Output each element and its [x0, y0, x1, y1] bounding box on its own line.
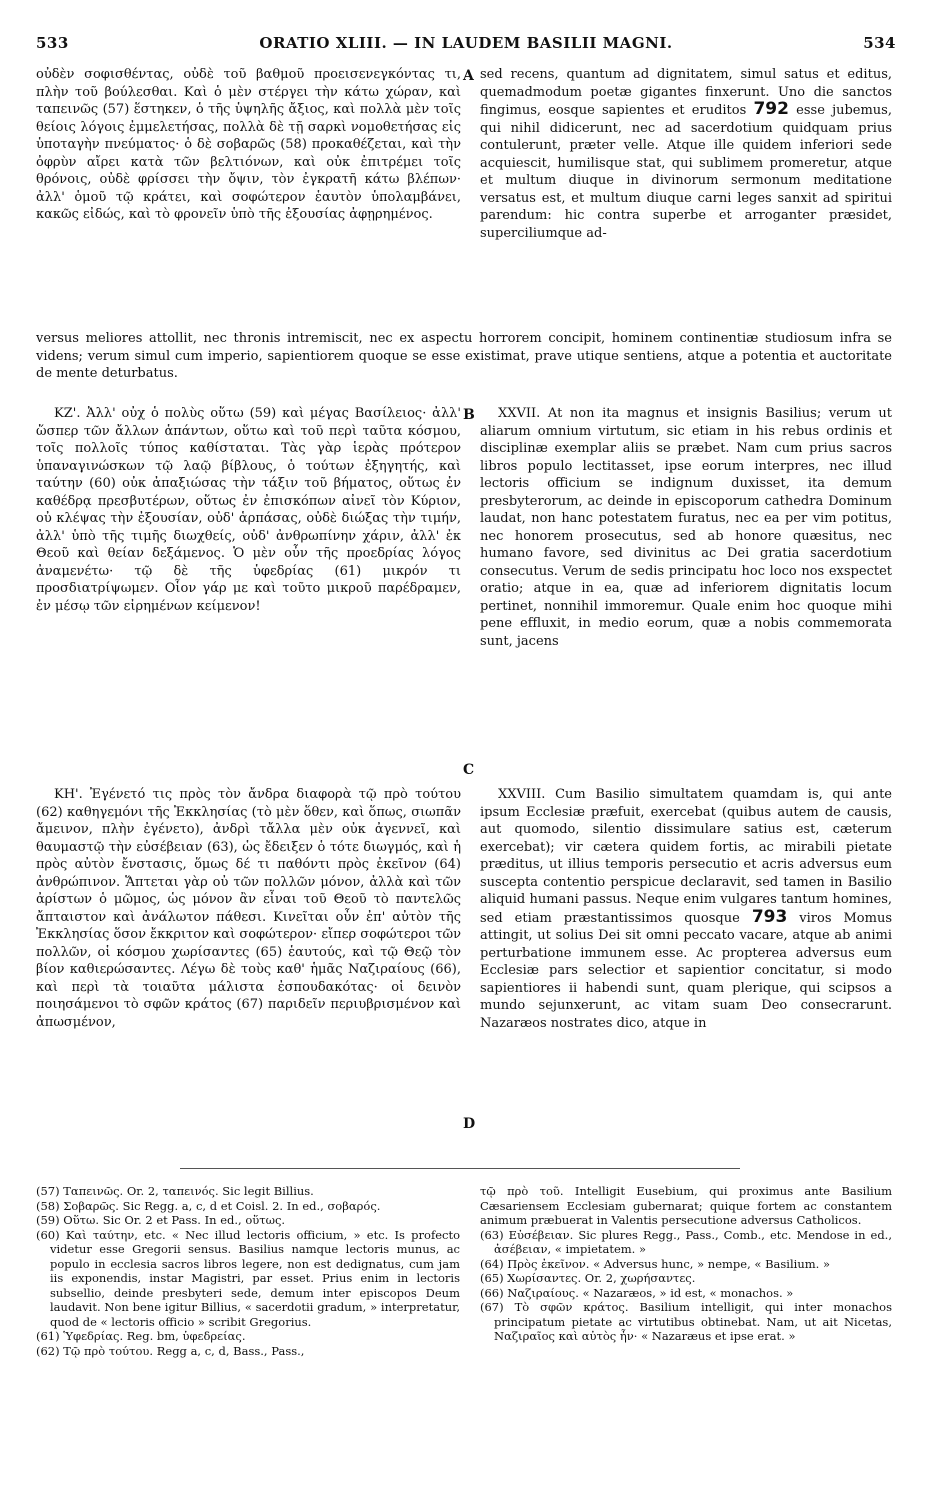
footnote: (63) Εὐσέβειαν. Sic plures Regg., Pass., Comb., etc. Mendose in ed., ἀσέβειαν, « impietatem. » — [480, 1227, 892, 1256]
page-number-right: 534 — [863, 34, 896, 52]
margin-marker-a: A — [463, 68, 474, 84]
footnote: (60) Καὶ ταύτην, etc. « Nec illud lectoris officium, » etc. Is profecto videtur esse Gregorii sensus. Basilius namque lectoris munus, ac populo in ecclesia sacros libros legere, non est dedignatus, cum jam iis exponendis, instar Magistri, par esset. Prius enim in lectoris subsellio, deinde presbyteri sede, demum inter episcopos Deum laudavit. Non bene igitur Billius, « sacerdotii gradum, » interpretatur, quod de « lectoris officio » scribit Gregorius. — [36, 1227, 460, 1329]
greek-column-kh — [36, 786, 461, 1031]
footnote: (67) Τὸ σφῶν κράτος. Basilium intelligit, qui inter monachos principatum pietate ac virtutibus obtinebat. Nam, ut ait Nicetas, Ναζιραῖος καὶ αὐτὸς ἦν· « Nazaræus et ipse erat. » — [480, 1300, 892, 1343]
running-header — [36, 34, 896, 58]
running-title: ORATIO XLIII. — IN LAUDEM BASILII MAGNI. — [259, 34, 673, 52]
margin-marker-b: B — [463, 407, 475, 423]
latin-paragraph-full: versus meliores attollit, nec thronis intremiscit, nec ex aspectu horrorem concipit, hominem continentiæ studiosum infra se videns; verum simul cum imperio, sapientiorem quoque se esse existimat, prave utique sentiens, atque a potentia et auctoritate de mente deturbatus. — [36, 331, 892, 381]
greek-paragraph-kz: ΚΖ'. Ἀλλ' οὐχ ὁ πολὺς οὕτω (59) καὶ μέγας Βασίλειος· ἀλλ' ὥσπερ τῶν ἄλλων ἁπάντων, οὕτω καὶ τοῦ περὶ ταῦτα κόσμου, τοῖς πολλοῖς τύπος καθίσταται. Τὰς γὰρ ἱερὰς πρότερον ὑπαναγινώσκων τῷ λαῷ βίβλους, ὁ τούτων ἐξηγητής, καὶ ταύτην (60) οὐκ ἀπαξιώσας τὴν τάξιν τοῦ βήματος, οὕτως ἐν καθέδρᾳ πρεσβυτέρων, οὕτως ἐν ἐπισκόπων αἰνεῖ τὸν Κύριον, οὐ κλέψας τὴν ἐξουσίαν, οὐδ' ἁρπάσας, οὐδὲ διώξας τὴν τιμήν, ἀλλ' ὑπὸ τῆς τιμῆς διωχθείς, οὐδ' ἀνθρωπίνην χάριν, ἀλλ' ἐκ Θεοῦ καὶ θείαν δεξάμενος. Ὁ μὲν οὖν τῆς προεδρίας λόγος ἀναμενέτω· τῷ δὲ τῆς ὑφεδρίας (61) μικρόν τι προσδιατρίψωμεν. Οἷον γάρ με καὶ τοῦτο μικροῦ παρέδραμεν, ἐν μέσῳ τῶν εἰρημένων κείμενον! — [36, 406, 461, 614]
column-number-793: 793 — [751, 906, 788, 927]
page-number-left: 533 — [36, 34, 69, 52]
latin-column-xxviii — [480, 786, 892, 1032]
footnote-continuation: τῷ πρὸ τοῦ. Intelligit Eusebium, qui proximus ante Basilium Cæsariensem Ecclesiam gubernarat; quique fortem ac constantem animum præbuerat in Valentis persecutione adversus Catholicos. — [480, 1184, 892, 1227]
column-number-792: 792 — [753, 99, 789, 119]
footnote: (65) Χωρίσαντες. Or. 2, χωρήσαντες. — [480, 1271, 696, 1285]
greek-column-top — [36, 66, 461, 224]
footnotes-right — [480, 1184, 892, 1344]
footnote-divider — [180, 1168, 740, 1169]
latin-paragraph-top: sed recens, quantum ad dignitatem, simul satus et editus, quemadmodum poetæ gigantes finxerunt. Uno die sanctos fingimus, eosque sapientes et eruditos 792 esse jubemus, qui nihil didicerunt, nec ad sacerdotium quidquam prius contulerunt, præter velle. Atque ille quidem inferiori sede acquiescit, humilisque stat, qui sublimem promeretur, atque et multum diuque in divinorum sermonum meditatione versatus est, et multum diuque carni leges sanxit ad spiritui parendum: hic contra superbe et arroganter præsidet, superciliumque ad- — [480, 67, 892, 241]
footnote: (62) Τῷ πρὸ τούτου. Regg a, c, d, Bass., Pass., — [36, 1343, 305, 1358]
latin-column-top — [480, 66, 892, 242]
footnote: (59) Οὕτω. Sic Or. 2 et Pass. In ed., οὕτως. — [36, 1213, 286, 1227]
greek-paragraph-kh: ΚΗ'. Ἐγένετό τις πρὸς τὸν ἄνδρα διαφορὰ τῷ πρὸ τούτου (62) καθηγεμόνι τῆς Ἐκκλησίας (τὸ μὲν ὅθεν, καὶ ὅπως, σιωπᾶν ἄμεινον, πλὴν ἐγένετο), ἀνδρὶ τἄλλα μὲν οὐκ ἀγεννεῖ, καὶ θαυμαστῷ τὴν εὐσέβειαν (63), ὡς ἔδειξεν ὁ τότε διωγμός, καὶ ἡ πρὸς αὐτὸν ἔνστασις, ὅμως δέ τι παθόντι πρὸς ἐκεῖνον (64) ἀνθρώπινον. Ἅπτεται γὰρ οὐ τῶν πολλῶν μόνον, ἀλλὰ καὶ τῶν ἀρίστων ὁ μῶμος, ὡς μόνον ἂν εἶναι τοῦ Θεοῦ τὸ παντελῶς ἄπταιστον καὶ ἀνάλωτον πάθεσι. Κινεῖται οὖν ἐπ' αὐτὸν τῆς Ἐκκλησίας ὅσον ἔκκριτον καὶ σοφώτερον· εἴπερ σοφώτεροι τῶν πολλῶν, οἱ κόσμου χωρίσαντες (65) ἑαυτούς, καὶ τῷ Θεῷ τὸν βίον καθιερώσαντες. Λέγω δὲ τοὺς καθ' ἡμᾶς Ναζιραίους (66), καὶ περὶ τὰ τοιαῦτα μάλιστα ἐσπουδακότας· οἱ δεινὸν ποιησάμενοι τὸ σφῶν κράτος (67) παριδεῖν περιυβρισμένον καὶ ἀπωσμένον, — [36, 787, 461, 1030]
footnote: (57) Ταπεινῶς. Or. 2, ταπεινός. Sic legit Billius. — [36, 1184, 314, 1198]
greek-column-kz — [36, 405, 461, 615]
footnote: (58) Σοβαρῶς. Sic Regg. a, c, d et Coisl. 2. In ed., σοβαρός. — [36, 1198, 381, 1213]
footnote: (64) Πρὸς ἐκεῖνον. « Adversus hunc, » nempe, « Basilium. » — [480, 1256, 830, 1271]
margin-marker-d: D — [463, 1116, 476, 1132]
footnote: (61) Ὑφεδρίας. Reg. bm, ὑφεδρείας. — [36, 1329, 246, 1343]
latin-column-xxvii — [480, 405, 892, 650]
latin-paragraph-xxvii: XXVII. At non ita magnus et insignis Basilius; verum ut aliarum omnium virtutum, sic etiam in his rebus ordinis et disciplinæ exemplar aliis se præbet. Nam cum prius sacros libros populo lectitasset, ipse eorum interpres, nec illud lectoris officium se indignum duxisset, ita demum presbyterorum, ac deinde in episcoporum cathedra Dominum laudat, non hanc potestatem furatus, nec ea per vim potitus, nec honorem prosecutus, sed ab honore quæsitus, nec humano favore, sed divinitus ac Dei gratia sacerdotium consecutus. Verum de sedis principatu hoc loco nos exspectet oratio; atque in ea, quæ ad inferiorem dignitatis locum pertinet, nonnihil immoremur. Quale enim hoc quoque mihi pene effluxit, in medio eorum, quæ a nobis commemorata sunt, jacens — [480, 406, 892, 649]
latin-paragraph-xxviii: XXVIII. Cum Basilio simultatem quamdam is, qui ante ipsum Ecclesiæ præfuit, exercebat (quibus autem de causis, aut quomodo, silentio dissimulare satius est, cæterum exercebat); vir cætera quidem fortis, ac mirabili pietate præditus, ut illius temporis persecutio et acris adversus eum suscepta contentio perspicue declaravit, sed tamen in Basilio aliquid humani passus. Neque enim vulgares tantum homines, sed etiam præstantissimos quosque 793 viros Momus attingit, ut solius Dei sit omni peccato vacare, atque ab animi perturbatione immunem esse. Ac propterea adversus eum Ecclesiæ pars selectior et sapientior concitatur, si modo sapientiores ii habendi sunt, quam plerique, qui scipsos a mundo sejunxerunt, ac vitam suam Deo consecrarunt. Nazaræos nostrates dico, atque in — [480, 787, 892, 1031]
latin-full-width — [36, 330, 892, 383]
greek-paragraph-top: οὐδὲν σοφισθέντας, οὐδὲ τοῦ βαθμοῦ προεισενεγκόντας τι, πλὴν τοῦ βούλεσθαι. Καὶ ὁ μὲν στέργει τὴν κάτω χώραν, καὶ ταπεινῶς (57) ἕστηκεν, ὁ τῆς ὑψηλῆς ἄξιος, καὶ πολλὰ μὲν τοῖς θείοις λόγοις ἐμμελετήσας, πολλὰ δὲ τῇ σαρκὶ νομοθετήσας εἰς ὑποταγὴν πνεύματος· ὁ δὲ σοβαρῶς (58) προκαθέζεται, καὶ τὴν ὀφρὺν αἴρει κατὰ τῶν βελτιόνων, καὶ οὐκ ἐπιτρέμει τοῖς θρόνοις, οὐδὲ φρίσσει τὴν ὄψιν, τὸν ἐγκρατῆ κάτω βλέπων· ἀλλ' ὁμοῦ τῷ κράτει, καὶ σοφώτερον ἑαυτὸν ὑπολαμβάνει, κακῶς εἰδώς, καὶ τὸ φρονεῖν ὑπὸ τῆς ἐξουσίας ἀφῃρημένος. — [36, 67, 461, 222]
footnotes-left — [36, 1184, 460, 1358]
margin-marker-c: C — [463, 762, 475, 778]
footnote: (66) Ναζιραίους. « Nazaræos, » id est, « monachos. » — [480, 1285, 794, 1300]
